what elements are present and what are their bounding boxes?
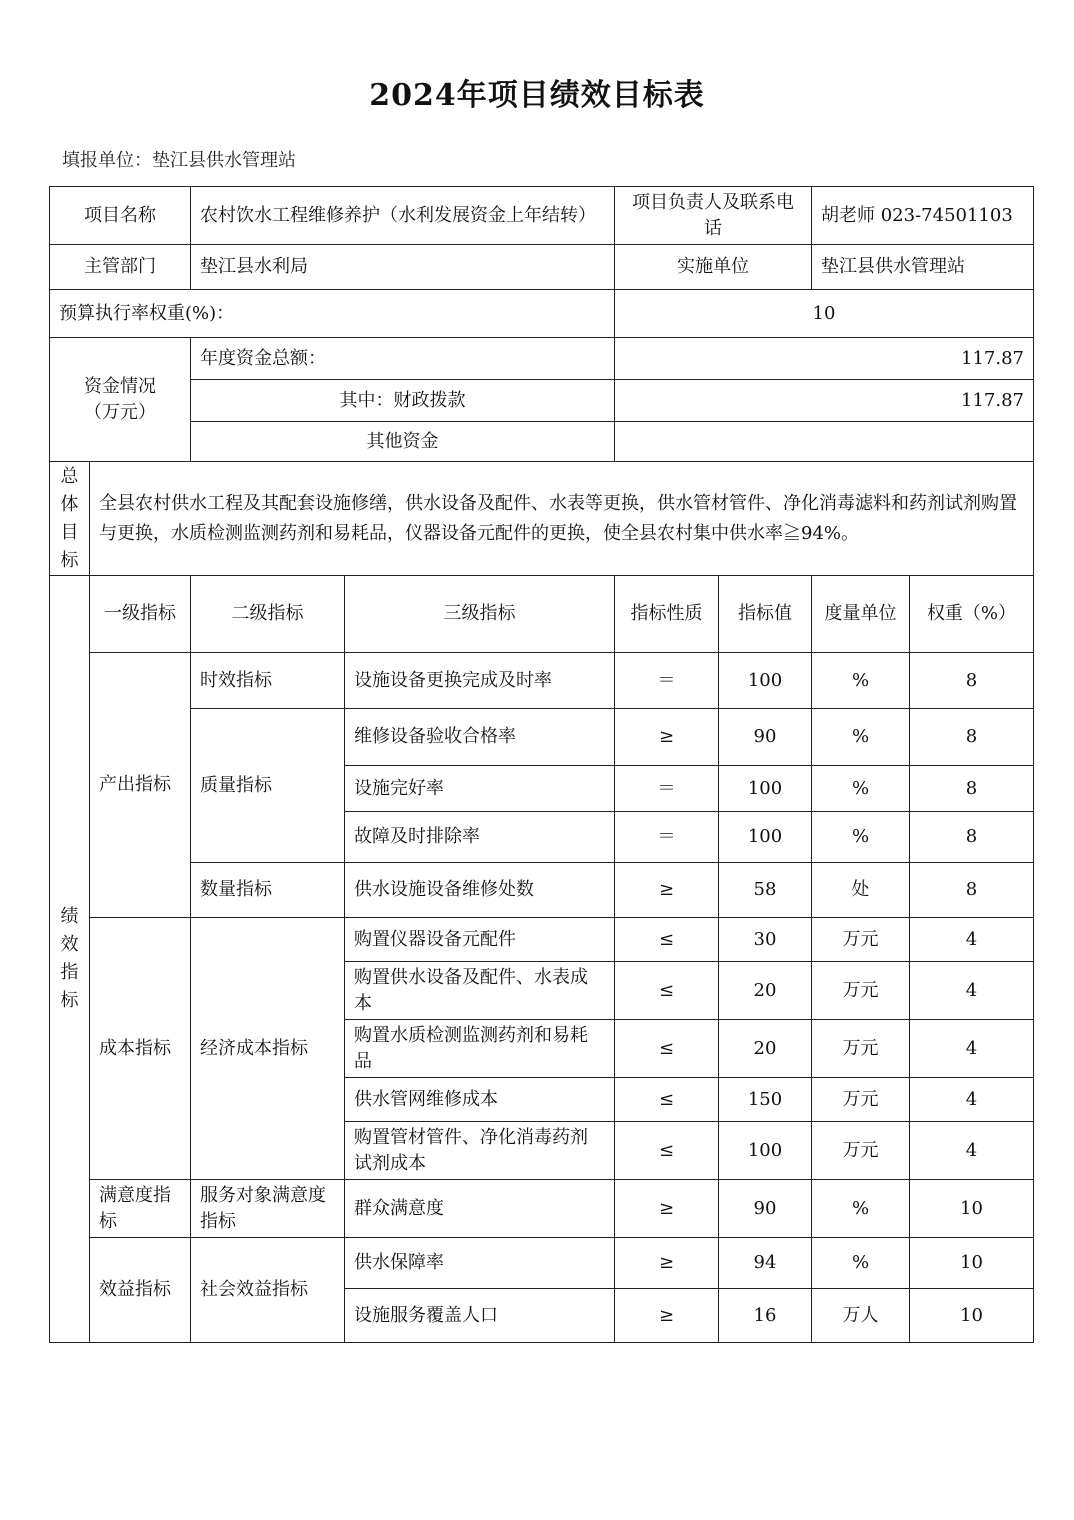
level1-benefit: 效益指标 [90,1238,191,1343]
contact-label: 项目负责人及联系电话 [615,187,812,245]
indicator-value: 16 [719,1289,812,1343]
table-row [50,918,1034,962]
impl-value: 垫江县供水管理站 [812,245,1034,290]
indicator-weight: 8 [910,653,1034,709]
indicator-value: 100 [719,653,812,709]
filler-unit: 填报单位：垫江县供水管理站 [62,150,296,171]
indicator-unit: % [812,653,910,709]
indicator-weight: 10 [910,1238,1034,1289]
level3-name: 供水设施设备维修处数 [345,863,615,918]
indicator-weight: 4 [910,918,1034,962]
level2-social-benefit: 社会效益指标 [191,1238,345,1343]
dept-row [50,245,1034,290]
header-level3: 三级指标 [345,576,615,653]
indicator-weight: 8 [910,709,1034,766]
indicator-op: ≥ [615,1289,719,1343]
level2-quantity: 数量指标 [191,863,345,918]
table-row [50,653,1034,709]
level3-name: 设施完好率 [345,766,615,812]
indicator-op: ≤ [615,962,719,1020]
header-unit: 度量单位 [812,576,910,653]
indicator-value: 20 [719,962,812,1020]
level3-name: 设施设备更换完成及时率 [345,653,615,709]
funds-total-row [50,338,1034,380]
level2-service-satisfaction: 服务对象满意度指标 [191,1180,345,1238]
impl-label: 实施单位 [615,245,812,290]
funds-fiscal-label: 其中：财政拨款 [191,380,615,422]
dept-value: 垫江县水利局 [191,245,615,290]
indicator-value: 90 [719,1180,812,1238]
funds-fiscal-value: 117.87 [615,380,1034,422]
indicator-op: ≥ [615,1238,719,1289]
header-value: 指标值 [719,576,812,653]
goal-label: 总 体 目 标 [50,462,90,576]
goal-text: 全县农村供水工程及其配套设施修缮，供水设备及配件、水表等更换，供水管材管件、净化消毒滤料和药剂试剂购置与更换，水质检测监测药剂和易耗品，仪器设备元配件的更换，使全县农村集中供水率≧94%。 [90,462,1034,576]
indicator-label: 绩 效 指 标 [50,576,90,1343]
indicator-op: ≤ [615,918,719,962]
funds-other-value [615,422,1034,462]
level3-name: 供水管网维修成本 [345,1078,615,1122]
indicator-value: 150 [719,1078,812,1122]
project-name-row [50,187,1034,245]
indicator-unit: 处 [812,863,910,918]
indicator-value: 100 [719,766,812,812]
funds-label: 资金情况（万元） [50,338,191,462]
level3-name: 购置水质检测监测药剂和易耗品 [345,1020,615,1078]
indicator-value: 94 [719,1238,812,1289]
contact-value: 胡老师 023-74501103 [812,187,1034,245]
indicator-weight: 8 [910,766,1034,812]
indicator-op: ＝ [615,766,719,812]
indicator-unit: 万元 [812,962,910,1020]
indicator-header-row [50,576,1034,653]
indicator-op: ≤ [615,1078,719,1122]
table-row [50,1238,1034,1289]
level2-economic-cost: 经济成本指标 [191,918,345,1180]
indicator-weight: 10 [910,1180,1034,1238]
level1-cost: 成本指标 [90,918,191,1180]
funds-total-value: 117.87 [615,338,1034,380]
table-row [50,863,1034,918]
project-name-value: 农村饮水工程维修养护（水利发展资金上年结转） [191,187,615,245]
level2-timeliness: 时效指标 [191,653,345,709]
budget-rate-label: 预算执行率权重(%)： [50,290,615,338]
indicator-op: ≤ [615,1122,719,1180]
header-level1: 一级指标 [90,576,191,653]
header-nature: 指标性质 [615,576,719,653]
indicator-unit: 万人 [812,1289,910,1343]
level3-name: 群众满意度 [345,1180,615,1238]
budget-rate-value: 10 [615,290,1034,338]
indicator-value: 90 [719,709,812,766]
indicator-weight: 4 [910,1122,1034,1180]
level3-name: 故障及时排除率 [345,812,615,863]
level3-name: 购置供水设备及配件、水表成本 [345,962,615,1020]
funds-fiscal-row [50,380,1034,422]
level3-name: 购置管材管件、净化消毒药剂试剂成本 [345,1122,615,1180]
indicator-weight: 4 [910,962,1034,1020]
level3-name: 供水保障率 [345,1238,615,1289]
header-weight: 权重（%） [910,576,1034,653]
level2-quality: 质量指标 [191,709,345,863]
indicator-op: ≥ [615,863,719,918]
indicator-op: ≥ [615,709,719,766]
indicator-value: 100 [719,1122,812,1180]
indicator-unit: % [812,709,910,766]
indicator-value: 20 [719,1020,812,1078]
level3-name: 购置仪器设备元配件 [345,918,615,962]
project-name-label: 项目名称 [50,187,191,245]
indicator-value: 58 [719,863,812,918]
indicator-unit: 万元 [812,918,910,962]
indicator-op: ＝ [615,812,719,863]
indicator-weight: 8 [910,863,1034,918]
indicator-unit: % [812,1238,910,1289]
indicator-unit: % [812,766,910,812]
indicator-value: 30 [719,918,812,962]
level1-output: 产出指标 [90,653,191,918]
indicator-value: 100 [719,812,812,863]
indicator-unit: % [812,1180,910,1238]
indicator-op: ≥ [615,1180,719,1238]
indicator-weight: 8 [910,812,1034,863]
budget-rate-row [50,290,1034,338]
indicator-op: ＝ [615,653,719,709]
indicator-weight: 4 [910,1020,1034,1078]
level3-name: 维修设备验收合格率 [345,709,615,766]
dept-label: 主管部门 [50,245,191,290]
goal-row [50,462,1034,576]
level1-satisfaction: 满意度指标 [90,1180,191,1238]
table-row [50,709,1034,766]
indicator-unit: 万元 [812,1122,910,1180]
indicator-weight: 4 [910,1078,1034,1122]
page-title: 2024年项目绩效目标表 [369,78,705,113]
funds-other-row [50,422,1034,462]
funds-total-label: 年度资金总额： [191,338,615,380]
indicator-op: ≤ [615,1020,719,1078]
indicator-unit: % [812,812,910,863]
indicator-unit: 万元 [812,1078,910,1122]
level3-name: 设施服务覆盖人口 [345,1289,615,1343]
indicator-weight: 10 [910,1289,1034,1343]
header-level2: 二级指标 [191,576,345,653]
performance-table [49,186,1034,1343]
table-row [50,1180,1034,1238]
funds-other-label: 其他资金 [191,422,615,462]
indicator-unit: 万元 [812,1020,910,1078]
